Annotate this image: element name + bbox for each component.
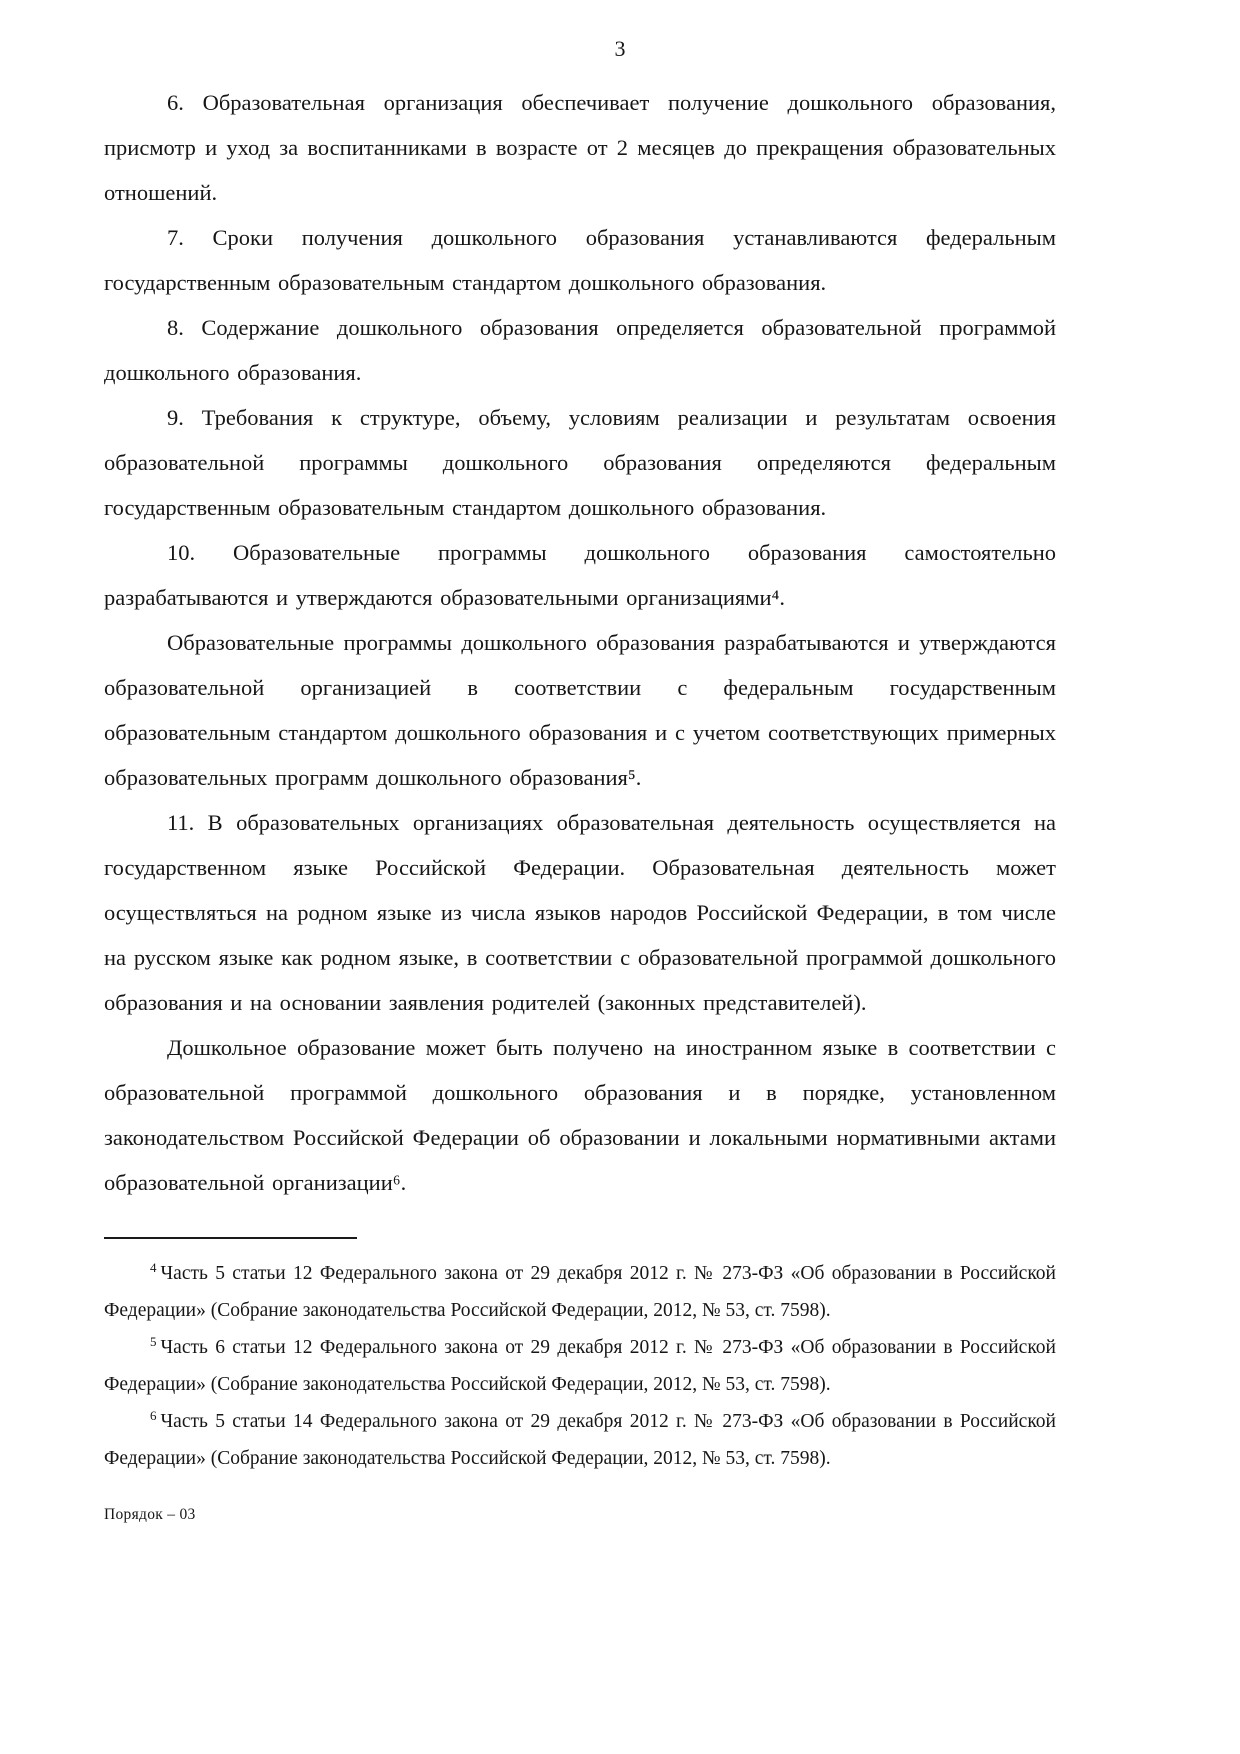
paragraph-7: 7. Сроки получения дошкольного образования устанавливаются федеральным государственным образовательным стандартом дошкольного образования. bbox=[104, 225, 1056, 295]
footnote-5-text: Часть 6 статьи 12 Федерального закона от 29 декабря 2012 г. № 273-ФЗ «Об образовании в Российской Федерации» (Собрание законодательства Российской Федерации, 2012, № 53, ст. 7598). bbox=[104, 1337, 1056, 1395]
footnote-6-marker: 6 bbox=[150, 1407, 157, 1423]
paragraph-10: 10. Образовательные программы дошкольного образования самостоятельно разрабатываются и утверждаются образовательными организациями⁴. bbox=[104, 540, 1056, 610]
footnote-4 bbox=[104, 1255, 1056, 1329]
paragraph-11-continued: Дошкольное образование может быть получено на иностранном языке в соответствии с образовательной программой дошкольного образования и в порядке, установленном законодательством Российской Федерации об образовании и локальными нормативными актами образовательной организации⁶. bbox=[104, 1035, 1056, 1195]
document-code-footer: Порядок – 03 bbox=[104, 1506, 196, 1523]
footnote-6 bbox=[104, 1403, 1056, 1477]
footnote-4-text: Часть 5 статьи 12 Федерального закона от 29 декабря 2012 г. № 273-ФЗ «Об образовании в Российской Федерации» (Собрание законодательства Российской Федерации, 2012, № 53, ст. 7598). bbox=[104, 1263, 1056, 1321]
page-number: 3 bbox=[614, 36, 626, 61]
paragraph-11: 11. В образовательных организациях образовательная деятельность осуществляется на государственном языке Российской Федерации. Образовательная деятельность может осуществляться на родном языке из числа языков народов Российской Федерации, в том числе на русском языке как родном языке, в соответствии с образовательной программой дошкольного образования и на основании заявления родителей (законных представителей). bbox=[104, 810, 1056, 1015]
paragraph-9: 9. Требования к структуре, объему, условиям реализации и результатам освоения образовательной программы дошкольного образования определяются федеральным государственным образовательным стандартом дошкольного образования. bbox=[104, 405, 1056, 520]
paragraph-10-continued: Образовательные программы дошкольного образования разрабатываются и утверждаются образовательной организацией в соответствии с федеральным государственным образовательным стандартом дошкольного образования и с учетом соответствующих примерных образовательных программ дошкольного образования⁵. bbox=[104, 630, 1056, 790]
footnote-6-text: Часть 5 статьи 14 Федерального закона от 29 декабря 2012 г. № 273-ФЗ «Об образовании в Российской Федерации» (Собрание законодательства Российской Федерации, 2012, № 53, ст. 7598). bbox=[104, 1411, 1056, 1469]
footnote-5-marker: 5 bbox=[150, 1333, 157, 1349]
footnotes-section bbox=[104, 1255, 1056, 1477]
paragraph-8: 8. Содержание дошкольного образования определяется образовательной программой дошкольного образования. bbox=[104, 315, 1056, 385]
footnote-5 bbox=[104, 1329, 1056, 1403]
footnote-4-marker: 4 bbox=[150, 1259, 157, 1275]
paragraph-6: 6. Образовательная организация обеспечивает получение дошкольного образования, присмотр и уход за воспитанниками в возрасте от 2 месяцев до прекращения образовательных отношений. bbox=[104, 90, 1056, 205]
footnote-separator bbox=[104, 1237, 357, 1239]
document-body bbox=[104, 80, 1056, 1477]
